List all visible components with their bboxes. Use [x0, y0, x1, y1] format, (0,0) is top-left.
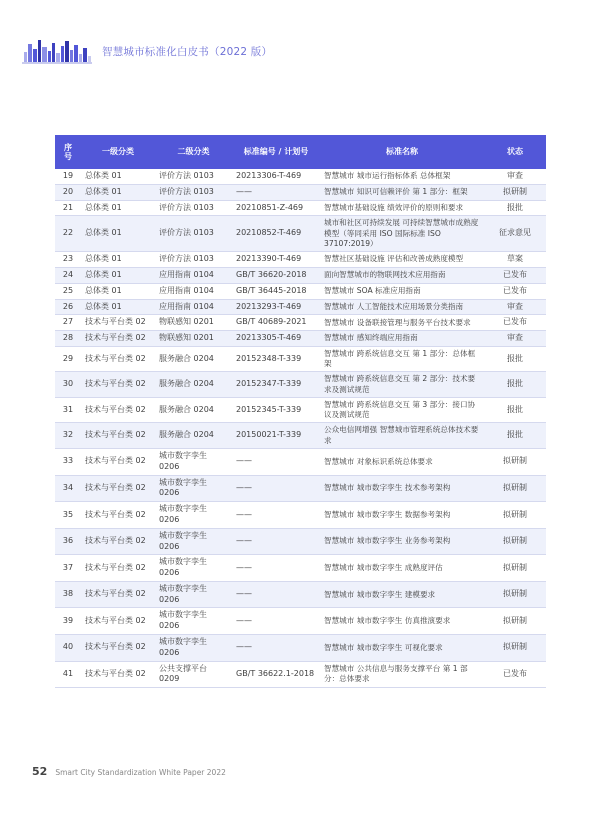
cell-code: —— [232, 581, 320, 608]
cell-index: 36 [55, 528, 81, 555]
table-row [55, 448, 546, 475]
cell-index: 41 [55, 661, 81, 688]
standards-table-container [55, 135, 546, 688]
cell-index: 20 [55, 184, 81, 200]
table-row [55, 423, 546, 449]
cell-status: 草案 [484, 252, 546, 268]
cell-index: 31 [55, 397, 81, 423]
cell-level1: 技术与平台类 02 [81, 608, 155, 635]
cell-level2: 评价方法 0103 [155, 216, 232, 252]
cell-level1: 技术与平台类 02 [81, 346, 155, 372]
cell-status: 报批 [484, 397, 546, 423]
cell-index: 26 [55, 299, 81, 315]
cell-level1: 总体类 01 [81, 252, 155, 268]
cell-level2: 服务融合 0204 [155, 397, 232, 423]
cell-status: 已发布 [484, 267, 546, 283]
cell-name: 智慧城市 SOA 标准应用指南 [320, 283, 484, 299]
cell-name: 智慧城市基础设施 绩效评价的原则和要求 [320, 200, 484, 216]
column-header-code: 标准编号 / 计划号 [232, 135, 320, 169]
cell-level2: 城市数字孪生 0206 [155, 448, 232, 475]
cell-level1: 总体类 01 [81, 283, 155, 299]
cell-level1: 技术与平台类 02 [81, 555, 155, 582]
cell-status: 拟研制 [484, 581, 546, 608]
cell-level1: 总体类 01 [81, 299, 155, 315]
cell-level1: 技术与平台类 02 [81, 397, 155, 423]
column-header-name: 标准名称 [320, 135, 484, 169]
table-row [55, 267, 546, 283]
cell-name: 智慧城市 人工智能技术应用场景分类指南 [320, 299, 484, 315]
cell-name: 智慧城市 跨系统信息交互 第 3 部分：接口协议及测试规范 [320, 397, 484, 423]
table-row [55, 502, 546, 529]
cell-name: 智慧城市 跨系统信息交互 第 2 部分：技术要求及测试规范 [320, 372, 484, 398]
cell-status: 报批 [484, 372, 546, 398]
cell-status: 已发布 [484, 661, 546, 688]
cell-index: 30 [55, 372, 81, 398]
cell-code: 20213390-T-469 [232, 252, 320, 268]
footer-text: Smart City Standardization White Paper 2022 [55, 768, 226, 777]
cell-status: 拟研制 [484, 448, 546, 475]
cell-name: 城市和社区可持续发展 可持续智慧城市成熟度模型（等同采用 ISO 国际标准 ISO 37107:2019） [320, 216, 484, 252]
cell-level2: 应用指南 0104 [155, 267, 232, 283]
cell-level1: 技术与平台类 02 [81, 372, 155, 398]
cell-level2: 评价方法 0103 [155, 184, 232, 200]
cell-index: 21 [55, 200, 81, 216]
table-row [55, 528, 546, 555]
cell-name: 面向智慧城市的物联网技术应用指南 [320, 267, 484, 283]
cell-level2: 城市数字孪生 0206 [155, 635, 232, 662]
cell-code: 20210852-T-469 [232, 216, 320, 252]
cell-level2: 城市数字孪生 0206 [155, 528, 232, 555]
cell-status: 拟研制 [484, 502, 546, 529]
cell-name: 智慧城市 城市运行指标体系 总体框架 [320, 169, 484, 184]
cell-name: 智慧城市 公共信息与服务支撑平台 第 1 部分：总体要求 [320, 661, 484, 688]
cell-index: 38 [55, 581, 81, 608]
cell-level2: 服务融合 0204 [155, 346, 232, 372]
cell-level2: 物联感知 0201 [155, 331, 232, 347]
cell-level2: 评价方法 0103 [155, 252, 232, 268]
cell-status: 报批 [484, 346, 546, 372]
table-row [55, 200, 546, 216]
standards-table [55, 135, 546, 688]
table-row [55, 581, 546, 608]
cell-index: 39 [55, 608, 81, 635]
cell-code: —— [232, 502, 320, 529]
cell-code: —— [232, 635, 320, 662]
cell-name: 智慧城市 对象标识系统总体要求 [320, 448, 484, 475]
cell-level1: 总体类 01 [81, 184, 155, 200]
cell-code: 20152345-T-339 [232, 397, 320, 423]
cell-name: 智慧城市 感知终端应用指南 [320, 331, 484, 347]
cell-code: 20213293-T-469 [232, 299, 320, 315]
cell-name: 公众电信网增强 智慧城市管理系统总体技术要求 [320, 423, 484, 449]
cell-index: 33 [55, 448, 81, 475]
cell-code: 20152347-T-339 [232, 372, 320, 398]
cell-level1: 技术与平台类 02 [81, 661, 155, 688]
column-header-index: 序号 [55, 135, 81, 169]
cell-name: 智慧城市 设备联接管理与服务平台技术要求 [320, 315, 484, 331]
column-header-level1: 一级分类 [81, 135, 155, 169]
cell-code: 20213306-T-469 [232, 169, 320, 184]
cell-name: 智慧城市 跨系统信息交互 第 1 部分：总体框架 [320, 346, 484, 372]
cell-level1: 技术与平台类 02 [81, 581, 155, 608]
cell-level2: 服务融合 0204 [155, 423, 232, 449]
cell-code: 20152348-T-339 [232, 346, 320, 372]
cell-name: 智慧城市 城市数字孪生 建模要求 [320, 581, 484, 608]
cell-index: 24 [55, 267, 81, 283]
cell-index: 19 [55, 169, 81, 184]
cell-status: 已发布 [484, 315, 546, 331]
cell-index: 37 [55, 555, 81, 582]
cell-status: 拟研制 [484, 475, 546, 502]
cell-index: 25 [55, 283, 81, 299]
cell-name: 智慧社区基础设施 评估和改善成熟度模型 [320, 252, 484, 268]
table-row [55, 555, 546, 582]
cell-status: 报批 [484, 423, 546, 449]
table-row [55, 475, 546, 502]
cell-name: 智慧城市 城市数字孪生 数据参考架构 [320, 502, 484, 529]
cell-level1: 技术与平台类 02 [81, 448, 155, 475]
table-row [55, 315, 546, 331]
table-row [55, 635, 546, 662]
table-row [55, 346, 546, 372]
cell-level1: 总体类 01 [81, 267, 155, 283]
table-row [55, 216, 546, 252]
cell-name: 智慧城市 城市数字孪生 可视化要求 [320, 635, 484, 662]
cell-code: GB/T 36445-2018 [232, 283, 320, 299]
cell-code: —— [232, 555, 320, 582]
page-number: 52 [32, 765, 48, 778]
table-row [55, 661, 546, 688]
cell-level2: 城市数字孪生 0206 [155, 555, 232, 582]
table-row [55, 372, 546, 398]
cell-level1: 总体类 01 [81, 216, 155, 252]
skyline-logo [22, 38, 92, 64]
cell-level2: 城市数字孪生 0206 [155, 502, 232, 529]
cell-name: 智慧城市 城市数字孪生 技术参考架构 [320, 475, 484, 502]
cell-status: 审查 [484, 331, 546, 347]
cell-level1: 技术与平台类 02 [81, 528, 155, 555]
cell-code: GB/T 40689-2021 [232, 315, 320, 331]
column-header-level2: 二级分类 [155, 135, 232, 169]
cell-level2: 评价方法 0103 [155, 169, 232, 184]
cell-code: —— [232, 475, 320, 502]
cell-level1: 总体类 01 [81, 200, 155, 216]
cell-code: 20210851-Z-469 [232, 200, 320, 216]
cell-status: 征求意见 [484, 216, 546, 252]
table-row [55, 608, 546, 635]
cell-code: —— [232, 528, 320, 555]
cell-index: 32 [55, 423, 81, 449]
cell-code: —— [232, 448, 320, 475]
cell-index: 35 [55, 502, 81, 529]
cell-status: 拟研制 [484, 635, 546, 662]
cell-level1: 技术与平台类 02 [81, 331, 155, 347]
table-row [55, 169, 546, 184]
cell-level2: 城市数字孪生 0206 [155, 475, 232, 502]
cell-name: 智慧城市 知识可信赖评价 第 1 部分：框架 [320, 184, 484, 200]
cell-index: 34 [55, 475, 81, 502]
cell-index: 40 [55, 635, 81, 662]
cell-level2: 评价方法 0103 [155, 200, 232, 216]
cell-code: GB/T 36620-2018 [232, 267, 320, 283]
cell-name: 智慧城市 城市数字孪生 成熟度评估 [320, 555, 484, 582]
cell-level1: 总体类 01 [81, 169, 155, 184]
table-row [55, 184, 546, 200]
table-row [55, 331, 546, 347]
cell-status: 审查 [484, 169, 546, 184]
table-row [55, 299, 546, 315]
cell-name: 智慧城市 城市数字孪生 仿真推演要求 [320, 608, 484, 635]
cell-status: 拟研制 [484, 528, 546, 555]
page-footer [32, 765, 226, 778]
cell-index: 28 [55, 331, 81, 347]
document-title: 智慧城市标准化白皮书（2022 版） [102, 46, 273, 58]
cell-index: 22 [55, 216, 81, 252]
cell-status: 拟研制 [484, 608, 546, 635]
table-header-row [55, 135, 546, 169]
cell-status: 已发布 [484, 283, 546, 299]
cell-status: 报批 [484, 200, 546, 216]
cell-level2: 城市数字孪生 0206 [155, 581, 232, 608]
cell-status: 审查 [484, 299, 546, 315]
table-row [55, 252, 546, 268]
cell-level2: 应用指南 0104 [155, 299, 232, 315]
cell-index: 29 [55, 346, 81, 372]
cell-code: 20213305-T-469 [232, 331, 320, 347]
cell-level2: 应用指南 0104 [155, 283, 232, 299]
cell-code: GB/T 36622.1-2018 [232, 661, 320, 688]
table-row [55, 283, 546, 299]
table-row [55, 397, 546, 423]
cell-status: 拟研制 [484, 184, 546, 200]
cell-level2: 城市数字孪生 0206 [155, 608, 232, 635]
cell-name: 智慧城市 城市数字孪生 业务参考架构 [320, 528, 484, 555]
cell-status: 拟研制 [484, 555, 546, 582]
cell-level2: 物联感知 0201 [155, 315, 232, 331]
cell-level1: 技术与平台类 02 [81, 423, 155, 449]
cell-level1: 技术与平台类 02 [81, 502, 155, 529]
cell-code: 20150021-T-339 [232, 423, 320, 449]
cell-level1: 技术与平台类 02 [81, 315, 155, 331]
cell-code: —— [232, 184, 320, 200]
column-header-status: 状态 [484, 135, 546, 169]
cell-index: 23 [55, 252, 81, 268]
cell-level2: 服务融合 0204 [155, 372, 232, 398]
cell-level1: 技术与平台类 02 [81, 635, 155, 662]
cell-level1: 技术与平台类 02 [81, 475, 155, 502]
cell-level2: 公共支撑平台 0209 [155, 661, 232, 688]
cell-code: —— [232, 608, 320, 635]
cell-index: 27 [55, 315, 81, 331]
